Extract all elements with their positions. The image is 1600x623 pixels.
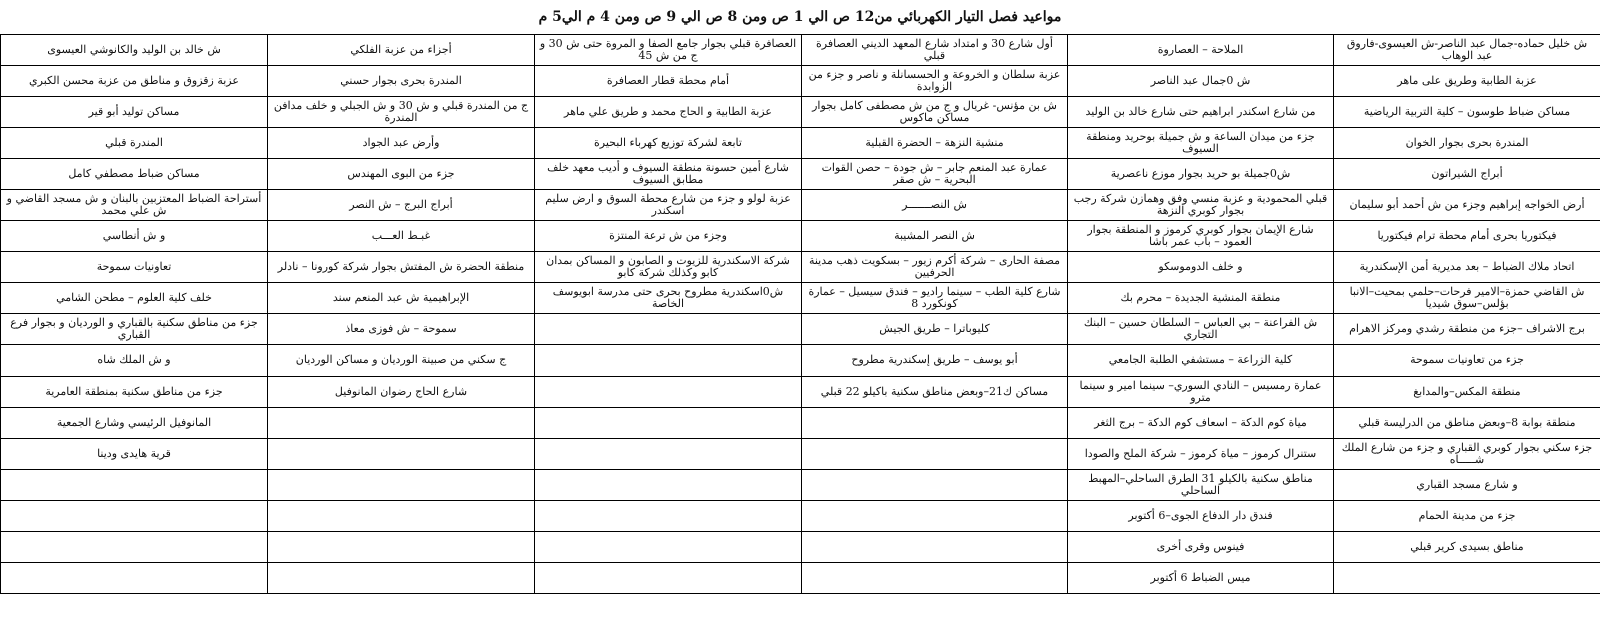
table-cell: ستنرال كرموز – مياة كرموز – شركة الملح والصودا xyxy=(1068,438,1334,469)
table-cell: أستراحة الضباط المعتزبين بالبنان و ش مسجد القاضي و ش علي محمد xyxy=(1,190,268,221)
table-cell: وجزء من ش ترعة المنتزة xyxy=(535,221,802,252)
table-cell: جزء من مناطق سكنية بمنطقة العامرية xyxy=(1,376,268,407)
table-cell: منطقة المنشية الجديدة – محرم بك xyxy=(1068,283,1334,314)
table-cell: و ش الملك شاه xyxy=(1,345,268,376)
table-cell: قبلي المحمودية و عزبة منسي وفق وهمازن شركة رجب بجوار كوبري النزهة xyxy=(1068,190,1334,221)
table-cell xyxy=(535,345,802,376)
table-cell: ش القاضي حمزة–الامير فرحات–حلمي بمحيت–الانبا بؤلس–سوق شيديا xyxy=(1334,283,1600,314)
table-cell: كلية الزراعة – مستشفي الطلبة الجامعي xyxy=(1068,345,1334,376)
table-cell xyxy=(802,438,1068,469)
table-cell xyxy=(802,562,1068,593)
table-cell xyxy=(268,500,535,531)
table-row xyxy=(1,500,1600,531)
table-cell: ج من المندرة قبلي و ش 30 و ش الجبلي و خلف مدافن المندرة xyxy=(268,97,535,128)
table-cell: ش خالد بن الوليد والكانوشي العيسوى xyxy=(1,35,268,66)
table-row xyxy=(1,562,1600,593)
table-cell: شركة الاسكندرية للزيوت و الصابون و المساكن بمدان كابو وكذلك شركة كابو xyxy=(535,252,802,283)
table-cell: ش خليل حماده-جمال عبد الناصر-ش العيسوى-فاروق عبد الوهاب xyxy=(1334,35,1600,66)
table-cell: مصفة الحارى – شركة أكرم زيور – بسكويت ذهب مدينة الحرفيين xyxy=(802,252,1068,283)
page-title: مواعيد فصل التيار الكهربائي من12 ص الي 1 ص ومن 8 ص الي 9 ص ومن 4 م الي5 م xyxy=(538,9,1062,25)
table-cell: مناطق بسيدى كرير قبلي xyxy=(1334,531,1600,562)
table-cell: المانوفيل الرئيسي وشارع الجمعية xyxy=(1,407,268,438)
table-cell xyxy=(268,438,535,469)
table-cell: أرض الخواجه إبراهيم وجزء من ش أحمد أبو سليمان xyxy=(1334,190,1600,221)
table-cell: أبراج الشيراتون xyxy=(1334,159,1600,190)
table-row xyxy=(1,221,1600,252)
table-cell: و خلف الدوموسكو xyxy=(1068,252,1334,283)
table-row xyxy=(1,314,1600,345)
table-cell xyxy=(802,407,1068,438)
table-row xyxy=(1,345,1600,376)
table-row xyxy=(1,128,1600,159)
table-cell: قرية هايدى ودينا xyxy=(1,438,268,469)
table-cell: ش 0جمال عبد الناصر xyxy=(1068,66,1334,97)
table-cell: تابعة لشركة توزيع كهرباء البحيرة xyxy=(535,128,802,159)
table-cell: الإبراهيمية ش عبد المنعم سند xyxy=(268,283,535,314)
table-row xyxy=(1,97,1600,128)
table-cell: غبـط العـــب xyxy=(268,221,535,252)
table-cell xyxy=(268,469,535,500)
outage-schedule-table xyxy=(0,34,1600,594)
table-cell: ش بن مؤنس- غريال و ج من ش مصطفى كامل بجوار مساكن ماكوس xyxy=(802,97,1068,128)
table-cell: شارع الحاج رضوان المانوفيل xyxy=(268,376,535,407)
table-cell xyxy=(535,407,802,438)
table-cell: المندرة بحرى بجوار الخوان xyxy=(1334,128,1600,159)
table-cell xyxy=(1,469,268,500)
table-cell: عزبة سلطان و الخروعة و الحسسانلة و ناصر و جزء من الزوابدة xyxy=(802,66,1068,97)
table-cell: كليوباترا – طريق الجيش xyxy=(802,314,1068,345)
table-row xyxy=(1,531,1600,562)
table-cell: مساكن ضباط طوسون – كلية التربية الرياضية xyxy=(1334,97,1600,128)
table-cell: ش الفراعنة – بي العباس – السلطان حسين – البنك التجاري xyxy=(1068,314,1334,345)
table-cell: شارع كلية الطب – سينما راديو – فندق سيسيل – عمارة كونكورد 8 xyxy=(802,283,1068,314)
table-cell: أبو يوسف – طريق إسكندرية مطروح xyxy=(802,345,1068,376)
table-cell: ش النصـــــــر xyxy=(802,190,1068,221)
table-cell xyxy=(535,500,802,531)
table-row xyxy=(1,283,1600,314)
table-cell: عزبة الطابية وطريق على ماهر xyxy=(1334,66,1600,97)
table-cell: شارع الإيمان بجوار كوبري كرموز و المنطقة بجوار العمود – باب عمر باشا xyxy=(1068,221,1334,252)
table-cell xyxy=(1,500,268,531)
table-cell: ش0جميلة بو حريد بجوار موزع ناعصرية xyxy=(1068,159,1334,190)
table-cell: فيكتوريا بحرى أمام محطة ترام فيكتوريا xyxy=(1334,221,1600,252)
table-row xyxy=(1,376,1600,407)
table-cell: أجزاء من عزبة الفلكي xyxy=(268,35,535,66)
table-cell: الملاحة – العصاروة xyxy=(1068,35,1334,66)
table-cell xyxy=(268,531,535,562)
table-cell xyxy=(535,469,802,500)
table-cell: عزبة لولو و جزء من شارع محطة السوق و ارض سليم اسكندر xyxy=(535,190,802,221)
table-row xyxy=(1,190,1600,221)
table-cell xyxy=(268,562,535,593)
table-cell xyxy=(802,500,1068,531)
table-cell: جزء من ميدان الساعة و ش جميلة بوحريد ومنطقة السيوف xyxy=(1068,128,1334,159)
table-cell: عزبة زقزوق و مناطق من عزبة محسن الكبري xyxy=(1,66,268,97)
table-cell: أمام محطة قطار العصافرة xyxy=(535,66,802,97)
table-cell: مساكن توليد أبو قير xyxy=(1,97,268,128)
table-cell: من شارع اسكندر ابراهيم حتى شارع خالد بن الوليد xyxy=(1068,97,1334,128)
table-cell: عزبة الطابية و الحاج محمد و طريق علي ماهر xyxy=(535,97,802,128)
table-cell: منطقة المكس–والمدابغ xyxy=(1334,376,1600,407)
table-body xyxy=(1,35,1600,594)
table-cell: أبراج البرج – ش النصر xyxy=(268,190,535,221)
table-row xyxy=(1,469,1600,500)
table-cell xyxy=(535,438,802,469)
table-cell: ميس الضباط 6 أكتوبر xyxy=(1068,562,1334,593)
table-cell: فندق دار الدفاع الجوى–6 أكتوبر xyxy=(1068,500,1334,531)
table-cell xyxy=(535,562,802,593)
table-cell xyxy=(1,562,268,593)
table-cell: ج سكني من صبينة الورديان و مساكن الورديان xyxy=(268,345,535,376)
table-cell: منطقة الحضرة ش المفتش بجوار شركة كورونا – نادلر xyxy=(268,252,535,283)
table-cell xyxy=(802,531,1068,562)
table-cell: مياة كوم الدكة – اسعاف كوم الدكة – برج الثغر xyxy=(1068,407,1334,438)
table-row xyxy=(1,66,1600,97)
table-cell: ش النصر المشيبة xyxy=(802,221,1068,252)
table-cell: تعاونيات سموحة xyxy=(1,252,268,283)
table-cell: جزء سكني بجوار كوبري القباري و جزء من شارع الملك شـــــاه xyxy=(1334,438,1600,469)
table-cell: و ش أنطاسي xyxy=(1,221,268,252)
table-cell: سموحة – ش فوزى معاذ xyxy=(268,314,535,345)
table-cell xyxy=(1334,562,1600,593)
table-cell xyxy=(268,407,535,438)
table-cell: منشية النزهة – الحضرة القبلية xyxy=(802,128,1068,159)
table-cell xyxy=(1,531,268,562)
table-cell: العصافرة قبلي بجوار جامع الصفا و المروة حتى ش 30 و ج من ش 45 xyxy=(535,35,802,66)
table-cell: شارع أمين حسونة منطقة السيوف و أديب معهد خلف مطابق السيوف xyxy=(535,159,802,190)
table-cell: أول شارع 30 و امتداد شارع المعهد الديني العصافرة قبلي xyxy=(802,35,1068,66)
table-cell: جزء من تعاونيات سموحة xyxy=(1334,345,1600,376)
table-row xyxy=(1,35,1600,66)
table-cell: منطقة بوابة 8–وبعض مناطق من الدرليسة قبلي xyxy=(1334,407,1600,438)
table-row xyxy=(1,252,1600,283)
table-cell: عمارة رمسيس – النادي السوري– سينما امير و سينما مترو xyxy=(1068,376,1334,407)
table-cell: المندرة بحرى بجوار حسني xyxy=(268,66,535,97)
table-cell: اتحاد ملاك الضباط – بعد مديرية أمن الإسكندرية xyxy=(1334,252,1600,283)
table-cell: المندرة قبلي xyxy=(1,128,268,159)
table-cell: خلف كلية العلوم – مطحن الشامي xyxy=(1,283,268,314)
table-cell xyxy=(535,314,802,345)
table-cell: مساكن ك21–وبعض مناطق سكنية باكيلو 22 قبلي xyxy=(802,376,1068,407)
table-row xyxy=(1,438,1600,469)
table-cell: جزء من مدينة الحمام xyxy=(1334,500,1600,531)
table-cell xyxy=(535,531,802,562)
table-cell: و شارع مسجد القباري xyxy=(1334,469,1600,500)
table-cell: برج الاشراف –جزء من منطقة رشدي ومركز الاهرام xyxy=(1334,314,1600,345)
table-row xyxy=(1,159,1600,190)
table-cell: مناطق سكنية بالكيلو 31 الطرق الساحلي–المهبط الساحلي xyxy=(1068,469,1334,500)
table-cell: ش0اسكندرية مطروح بحرى حتى مدرسة ابويوسف الخاصة xyxy=(535,283,802,314)
table-row xyxy=(1,407,1600,438)
table-cell: جزء من البوى المهندس xyxy=(268,159,535,190)
table-cell xyxy=(802,469,1068,500)
table-cell: فينوس وقرى أخرى xyxy=(1068,531,1334,562)
table-cell: وأرض عبد الجواد xyxy=(268,128,535,159)
table-cell: جزء من مناطق سكنية بالقباري و الورديان و بجوار فرع القباري xyxy=(1,314,268,345)
table-cell: مساكن ضباط مصطفي كامل xyxy=(1,159,268,190)
table-cell xyxy=(535,376,802,407)
table-cell: عمارة عبد المنعم جابر – ش جودة – حصن القوات البحرية – ش صقر xyxy=(802,159,1068,190)
